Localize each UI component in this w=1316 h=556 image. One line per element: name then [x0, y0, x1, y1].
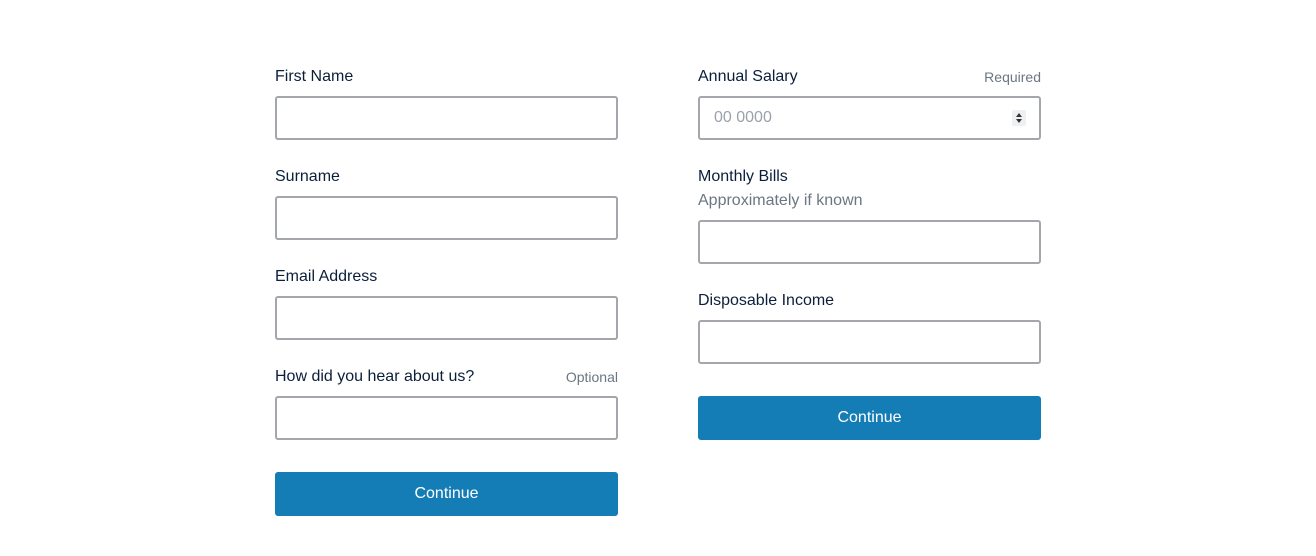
first-name-input[interactable] [277, 98, 616, 138]
first-name-label: First Name [275, 68, 354, 85]
referral-input[interactable] [277, 398, 616, 438]
first-name-field [275, 66, 618, 140]
surname-input[interactable] [277, 198, 616, 238]
finances-form [698, 66, 1041, 440]
surname-label: Surname [275, 168, 340, 185]
monthly-bills-input-wrap [698, 220, 1041, 264]
surname-label-row [275, 166, 618, 188]
referral-label-row [275, 366, 618, 388]
optional-tag: Optional [565, 369, 618, 385]
annual-salary-input[interactable] [700, 98, 1039, 138]
continue-button-left[interactable]: Continue [275, 472, 618, 516]
referral-input-wrap [275, 396, 618, 440]
surname-field [275, 166, 618, 240]
referral-field [275, 366, 618, 440]
surname-input-wrap [275, 196, 618, 240]
spinner-arrows-icon[interactable] [1012, 110, 1026, 126]
disposable-income-input[interactable] [700, 322, 1039, 362]
annual-salary-input-wrap [698, 96, 1041, 140]
monthly-bills-input[interactable] [700, 222, 1039, 262]
email-input[interactable] [277, 298, 616, 338]
spinner-down-icon[interactable] [1016, 119, 1022, 123]
referral-label: How did you hear about us? [275, 368, 475, 385]
monthly-bills-label: Monthly Bills [698, 168, 788, 185]
required-tag: Required [984, 69, 1041, 85]
monthly-bills-label-row [698, 166, 1041, 188]
monthly-bills-field [698, 166, 1041, 264]
continue-button-right[interactable]: Continue [698, 396, 1041, 440]
disposable-income-input-wrap [698, 320, 1041, 364]
annual-salary-label-row [698, 66, 1041, 88]
email-label-row [275, 266, 618, 288]
disposable-income-label: Disposable Income [698, 292, 835, 309]
email-input-wrap [275, 296, 618, 340]
monthly-bills-hint: Approximately if known [698, 192, 863, 209]
spinner-up-icon[interactable] [1016, 113, 1022, 117]
disposable-income-label-row [698, 290, 1041, 312]
first-name-input-wrap [275, 96, 618, 140]
first-name-label-row [275, 66, 618, 88]
email-label: Email Address [275, 268, 378, 285]
annual-salary-label: Annual Salary [698, 68, 798, 85]
annual-salary-field [698, 66, 1041, 140]
disposable-income-field [698, 290, 1041, 364]
email-field [275, 266, 618, 340]
personal-details-form [275, 66, 618, 516]
